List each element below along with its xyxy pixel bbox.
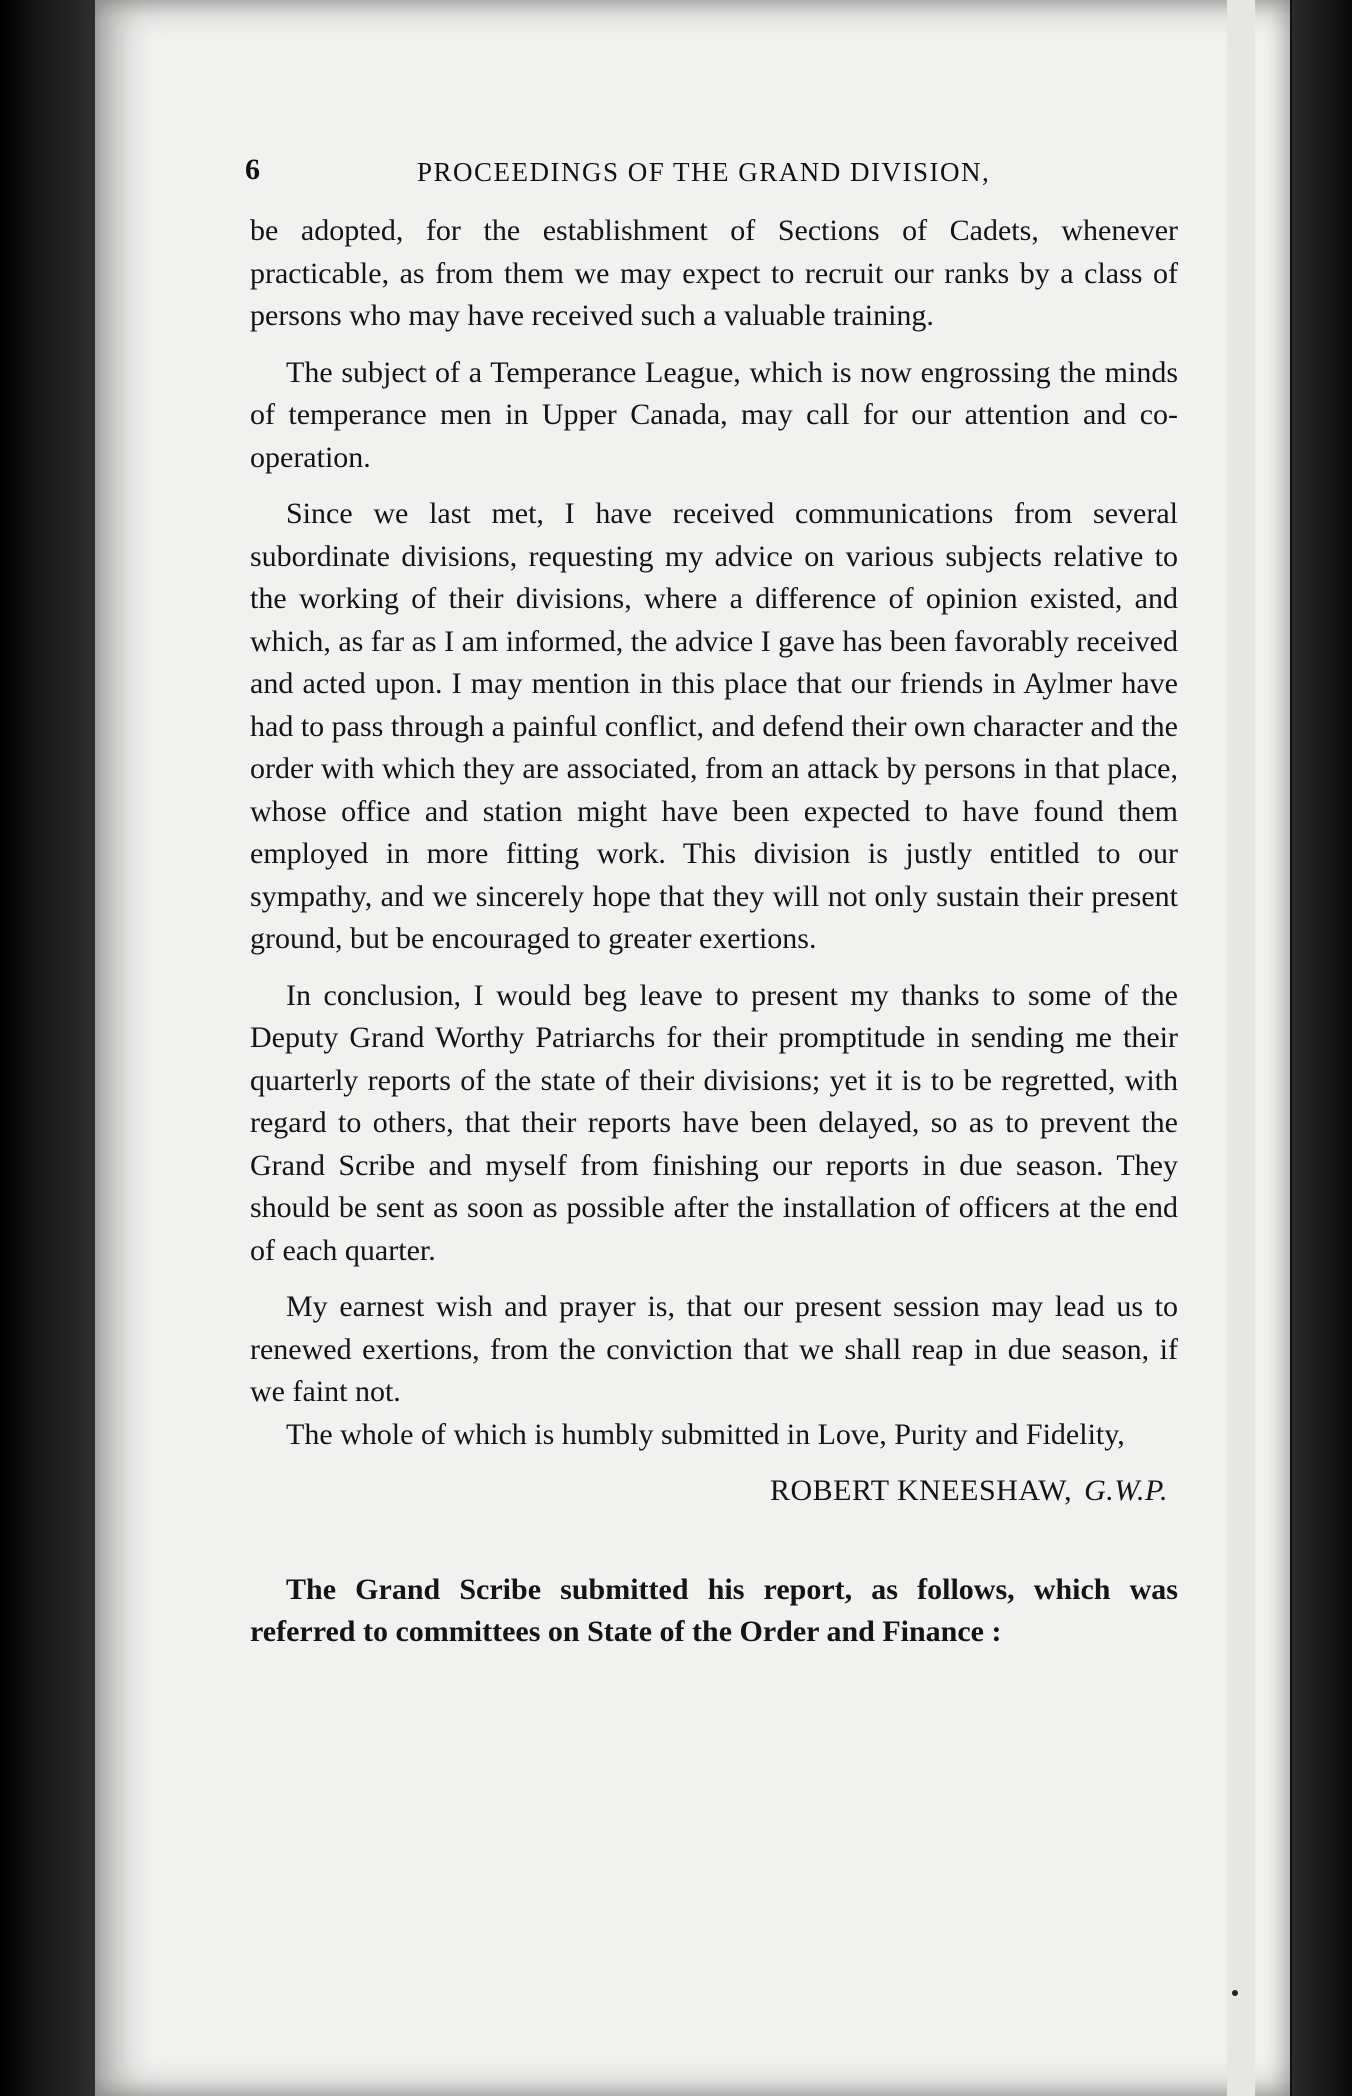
body-text: [250, 210, 1178, 1654]
paragraph-wish-prayer: My earnest wish and prayer is, that our present session may lead us to renewed exertions, from the conviction that we shall reap in due season, if we faint not.: [250, 1290, 1178, 1408]
paragraph-temperance-league: The subject of a Temperance League, which is now engrossing the minds of temperance men in Upper Canada, may call for our attention and co-operation.: [250, 355, 1178, 474]
running-head: PROCEEDINGS OF THE GRAND DIVISION,: [417, 157, 991, 187]
paragraph-conclusion: In conclusion, I would beg leave to present my thanks to some of the Deputy Grand Worthy Patriarchs for their promptitude in sending me their quarterly reports of the state of their divisions; yet it is to be regretted, with regard to others, that their reports have been delayed, so as to prevent the Grand Scribe and myself from finishing our reports in due season. They should be sent as soon as possible after the installation of officers at the end of each quarter.: [250, 978, 1178, 1267]
paragraph-submission: The whole of which is humbly submitted in Love, Purity and Fidelity,: [286, 1417, 1125, 1451]
page-number: 6: [245, 153, 260, 186]
adjacent-page-edge: [1227, 0, 1255, 2096]
page-header: [245, 153, 1145, 193]
signature-name: ROBERT KNEESHAW,: [769, 1474, 1073, 1507]
signature-title: G.W.P.: [1084, 1474, 1168, 1507]
signature: [250, 1470, 1168, 1513]
scan-speck: [1232, 1990, 1238, 1996]
paragraph-communications: Since we last met, I have received communications from several subordinate divisions, requesting my advice on various subjects relative to the working of their divisions, where a difference of opinion existed, and which, as far as I am informed, the advice I gave has been favorably received and acted upon. I may mention in this place that our friends in Aylmer have had to pass through a painful conflict, and defend their own character and the order with which they are associated, from an attack by persons in that place, whose office and station might have been expected to have found them employed in more fitting work. This division is justly entitled to our sympathy, and we sincerely hope that they will not only sustain their present ground, but be encouraged to greater exertions.: [250, 497, 1178, 955]
paragraph-grand-scribe: The Grand Scribe submitted his report, as follows, which was referred to committees on State of the Order and Finance :: [250, 1572, 1178, 1648]
scan-right-border: [1292, 0, 1352, 2096]
paragraph-cadets: be adopted, for the establishment of Sections of Cadets, whenever practicable, as from them we may expect to recruit our ranks by a class of persons who may have received such a valuable training.: [250, 214, 1178, 332]
